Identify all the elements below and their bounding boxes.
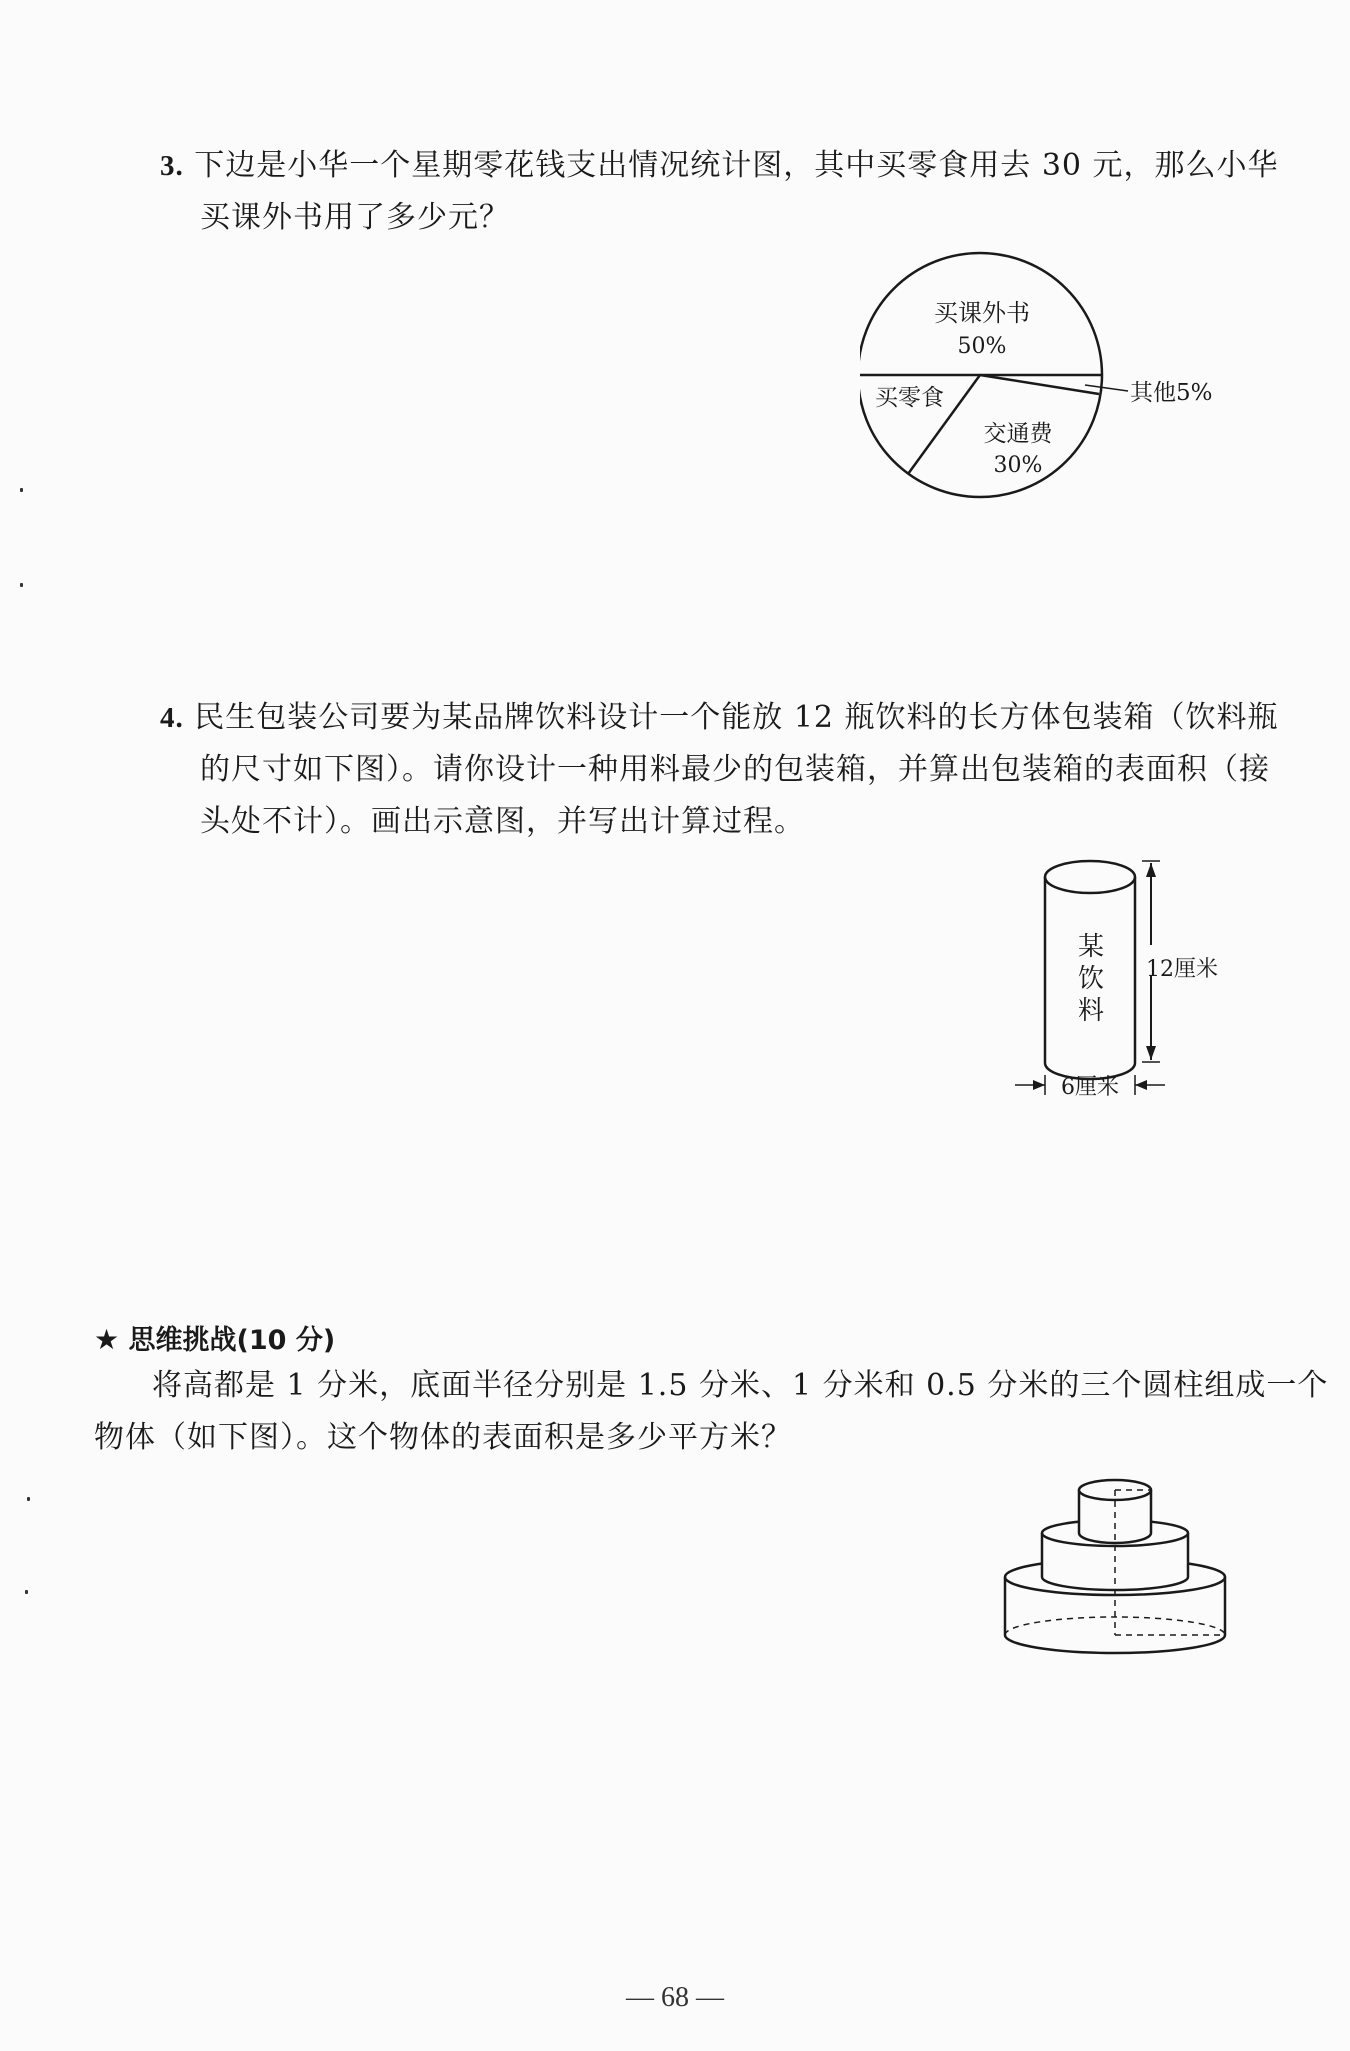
challenge-title: 思维挑战(10 分)	[128, 1325, 336, 1356]
margin-dot	[20, 583, 23, 587]
bottle-label-3: 料	[1077, 996, 1105, 1026]
pie-label-transport-pct: 30%	[993, 453, 1043, 478]
stacked-cylinders-diagram	[1000, 1465, 1240, 1675]
height-arrow-up	[1146, 863, 1156, 877]
width-arrow-right	[1135, 1080, 1147, 1090]
large-cylinder-bottom	[1005, 1635, 1225, 1653]
challenge-line1: 将高都是 1 分米，底面半径分别是 1.5 分米、1 分米和 0.5 分米的三个圆柱组成一个	[152, 1368, 1329, 1403]
pie-divider-other	[980, 375, 1099, 394]
problem-3-number: 3.	[160, 150, 184, 182]
problem-4	[160, 692, 1279, 848]
problem-3-line2: 买课外书用了多少元？	[200, 200, 510, 235]
height-arrow-down	[1146, 1046, 1156, 1060]
bottle-top-ellipse	[1045, 861, 1135, 893]
bottle-diagram	[1000, 845, 1240, 1115]
problem-4-line3: 头处不计）。画出示意图，并写出计算过程。	[200, 804, 805, 839]
pie-label-snacks: 买零食	[875, 385, 944, 411]
challenge-heading	[94, 1318, 335, 1357]
problem-4-line2: 的尺寸如下图）。请你设计一种用料最少的包装箱，并算出包装箱的表面积（接	[200, 752, 1270, 787]
problem-3	[160, 140, 1279, 244]
pie-chart	[860, 245, 1240, 515]
page-number: — 68 —	[626, 1982, 724, 2013]
width-arrow-left	[1033, 1080, 1045, 1090]
star-icon: ★	[94, 1323, 120, 1356]
challenge-text	[94, 1360, 1328, 1464]
problem-4-line1: 民生包装公司要为某品牌饮料设计一个能放 12 瓶饮料的长方体包装箱（饮料瓶	[194, 700, 1279, 735]
pie-label-books-pct: 50%	[957, 334, 1007, 359]
margin-dot	[20, 488, 23, 492]
pie-label-transport: 交通费	[983, 421, 1053, 447]
width-label: 6厘米	[1061, 1075, 1119, 1100]
problem-4-number: 4.	[160, 702, 184, 734]
pie-label-books: 买课外书	[934, 299, 1030, 327]
pie-leader-other	[1085, 385, 1128, 391]
height-label: 12厘米	[1146, 957, 1218, 982]
bottle-label-2: 饮	[1077, 964, 1105, 994]
bottle-label-1: 某	[1077, 932, 1105, 962]
margin-dot	[27, 1497, 30, 1501]
pie-label-other: 其他5%	[1130, 380, 1213, 406]
problem-3-line1: 下边是小华一个星期零花钱支出情况统计图，其中买零食用去 30 元，那么小华	[194, 148, 1279, 183]
challenge-line2: 物体（如下图）。这个物体的表面积是多少平方米？	[94, 1420, 792, 1455]
margin-dot	[25, 1590, 28, 1594]
